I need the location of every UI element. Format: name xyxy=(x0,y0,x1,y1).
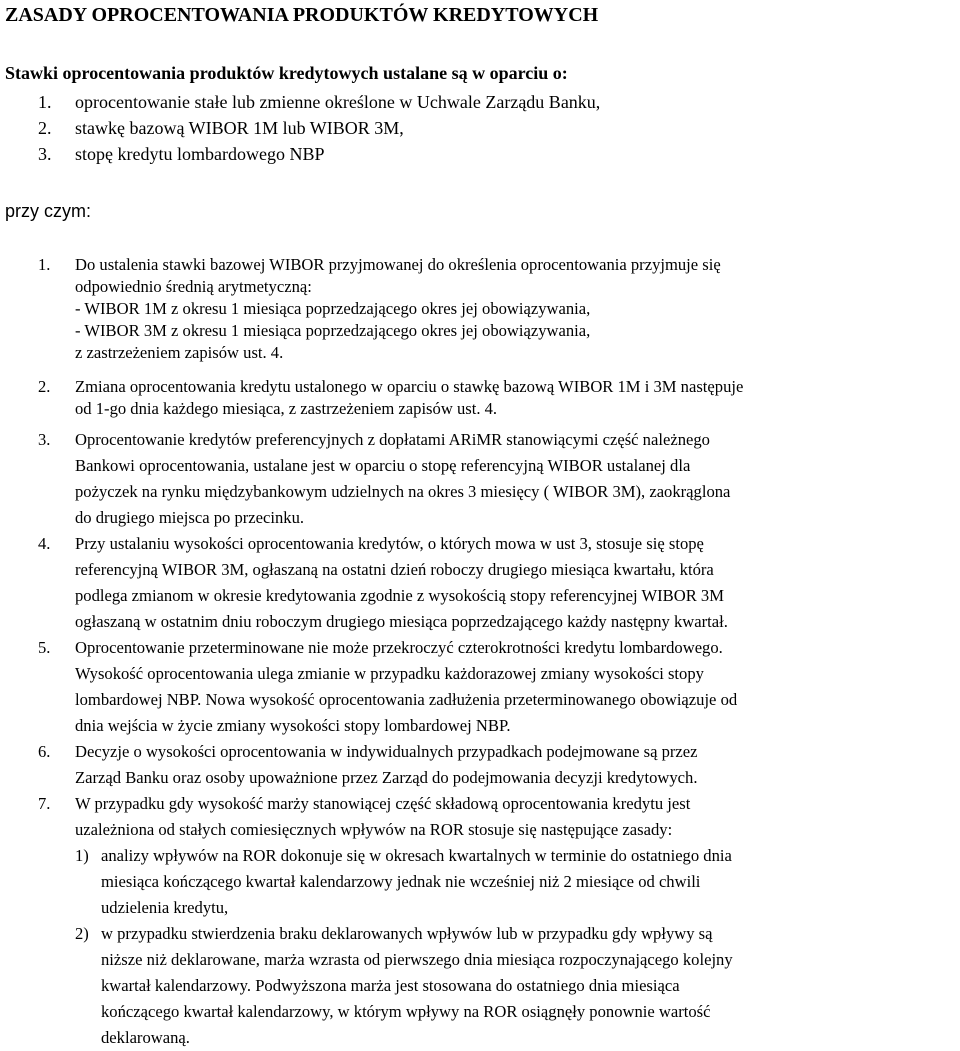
rule-number: 6. xyxy=(38,742,51,761)
rule-number: 1. xyxy=(38,255,51,274)
rule-item-7 xyxy=(0,791,960,1051)
intro-item-number: 3. xyxy=(38,144,52,164)
page-title: ZASADY OPROCENTOWANIA PRODUKTÓW KREDYTOWYCH xyxy=(5,4,599,26)
sub-item-line: w przypadku stwierdzenia braku deklarowanych wpływów lub w przypadku gdy wpływy są xyxy=(101,924,713,943)
rule-line: do drugiego miejsca po przecinku. xyxy=(75,508,305,527)
intro-heading: Stawki oprocentowania produktów kredytowych ustalane są w oparciu o: xyxy=(5,63,568,83)
sub-item-1 xyxy=(0,843,960,921)
rule-line: pożyczek na rynku międzybankowym udzielnych na okres 3 miesięcy ( WIBOR 3M), zaokrąglona xyxy=(75,482,731,501)
rule-line: Decyzje o wysokości oprocentowania w indywidualnych przypadkach podejmowane są przez xyxy=(75,742,698,761)
sub-item-line: kwartał kalendarzowy. Podwyższona marża jest stosowana do ostatniego dnia miesiąca xyxy=(101,976,680,995)
intro-item-number: 1. xyxy=(38,92,52,112)
rule-line: Bankowi oprocentowania, ustalane jest w oparciu o stopę referencyjną WIBOR ustalanej dla xyxy=(75,456,691,475)
sub-item-line: kończącego kwartał kalendarzowy, w którym wpływy na ROR osiągnęły ponownie wartość xyxy=(101,1002,711,1021)
rule-line: dnia wejścia w życie zmiany wysokości stopy lombardowej NBP. xyxy=(75,716,511,735)
sub-item-number: 2) xyxy=(75,924,89,943)
intro-item-text: oprocentowanie stałe lub zmienne określone w Uchwale Zarządu Banku, xyxy=(75,92,601,112)
rule-line: Oprocentowanie kredytów preferencyjnych z dopłatami ARiMR stanowiącymi część należnego xyxy=(75,430,710,449)
rule-number: 2. xyxy=(38,377,51,396)
intro-item-text: stopę kredytu lombardowego NBP xyxy=(75,144,325,164)
intro-list-item xyxy=(38,141,600,167)
rules-list xyxy=(0,254,960,1051)
sub-item-line: analizy wpływów na ROR dokonuje się w okresach kwartalnych w terminie do ostatniego dnia xyxy=(101,846,732,865)
rule-line: od 1-go dnia każdego miesiąca, z zastrzeżeniem zapisów ust. 4. xyxy=(75,399,498,418)
intro-list-item xyxy=(38,115,600,141)
rule-item-1 xyxy=(0,254,960,364)
sub-item-line: udzielenia kredytu, xyxy=(101,898,229,917)
sub-item-2 xyxy=(0,921,960,1051)
sub-item-number: 1) xyxy=(75,846,89,865)
rule-line: z zastrzeżeniem zapisów ust. 4. xyxy=(75,343,284,362)
rule-number: 3. xyxy=(38,430,51,449)
rule-line: Zarząd Banku oraz osoby upoważnione przez Zarząd do podejmowania decyzji kredytowych. xyxy=(75,768,698,787)
rule-line: Przy ustalaniu wysokości oprocentowania kredytów, o których mowa w ust 3, stosuje się stopę xyxy=(75,534,704,553)
przy-czym-label: przy czym: xyxy=(5,201,92,221)
rule-line: uzależniona od stałych comiesięcznych wpływów na ROR stosuje się następujące zasady: xyxy=(75,820,673,839)
rule-item-2 xyxy=(0,376,960,420)
rule-line: odpowiednio średnią arytmetyczną: xyxy=(75,277,312,296)
rule-line: Do ustalenia stawki bazowej WIBOR przyjmowanej do określenia oprocentowania przyjmuje się xyxy=(75,255,721,274)
rule-line: ogłaszaną w ostatnim dniu roboczym drugiego miesiąca poprzedzającego każdy następny kwartał. xyxy=(75,612,728,631)
sub-item-line: deklarowaną. xyxy=(101,1028,190,1047)
rule-line: Wysokość oprocentowania ulega zmianie w przypadku każdorazowej zmiany wysokości stopy xyxy=(75,664,704,683)
rule-line: Zmiana oprocentowania kredytu ustalonego w oparciu o stawkę bazową WIBOR 1M i 3M następuje xyxy=(75,377,744,396)
rule-number: 4. xyxy=(38,534,51,553)
rule-item-6 xyxy=(0,739,960,791)
intro-item-number: 2. xyxy=(38,118,52,138)
rule-item-4 xyxy=(0,531,960,635)
sub-item-line: niższe niż deklarowane, marża wzrasta od pierwszego dnia miesiąca rozpoczynającego kolejny xyxy=(101,950,733,969)
rule-number: 5. xyxy=(38,638,51,657)
rule-item-3 xyxy=(0,427,960,531)
rule-line: - WIBOR 3M z okresu 1 miesiąca poprzedzającego okres jej obowiązywania, xyxy=(75,321,591,340)
sub-item-line: miesiąca kończącego kwartał kalendarzowy jednak nie wcześniej niż 2 miesiące od chwili xyxy=(101,872,701,891)
rule-number: 7. xyxy=(38,794,51,813)
rule-item-5 xyxy=(0,635,960,739)
rule-line: referencyjną WIBOR 3M, ogłaszaną na ostatni dzień roboczy drugiego miesiąca kwartału, która xyxy=(75,560,714,579)
rule-line: Oprocentowanie przeterminowane nie może przekroczyć czterokrotności kredytu lombardowego. xyxy=(75,638,723,657)
rule-line: - WIBOR 1M z okresu 1 miesiąca poprzedzającego okres jej obowiązywania, xyxy=(75,299,591,318)
rule-line: lombardowej NBP. Nowa wysokość oprocentowania zadłużenia przeterminowanego obowiązuje od xyxy=(75,690,738,709)
intro-list-item xyxy=(38,89,600,115)
intro-item-text: stawkę bazową WIBOR 1M lub WIBOR 3M, xyxy=(75,118,404,138)
rule-line: podlega zmianom w okresie kredytowania zgodnie z wysokością stopy referencyjnej WIBOR 3M xyxy=(75,586,724,605)
intro-list xyxy=(38,89,600,167)
rule-line: W przypadku gdy wysokość marży stanowiącej część składową oprocentowania kredytu jest xyxy=(75,794,691,813)
